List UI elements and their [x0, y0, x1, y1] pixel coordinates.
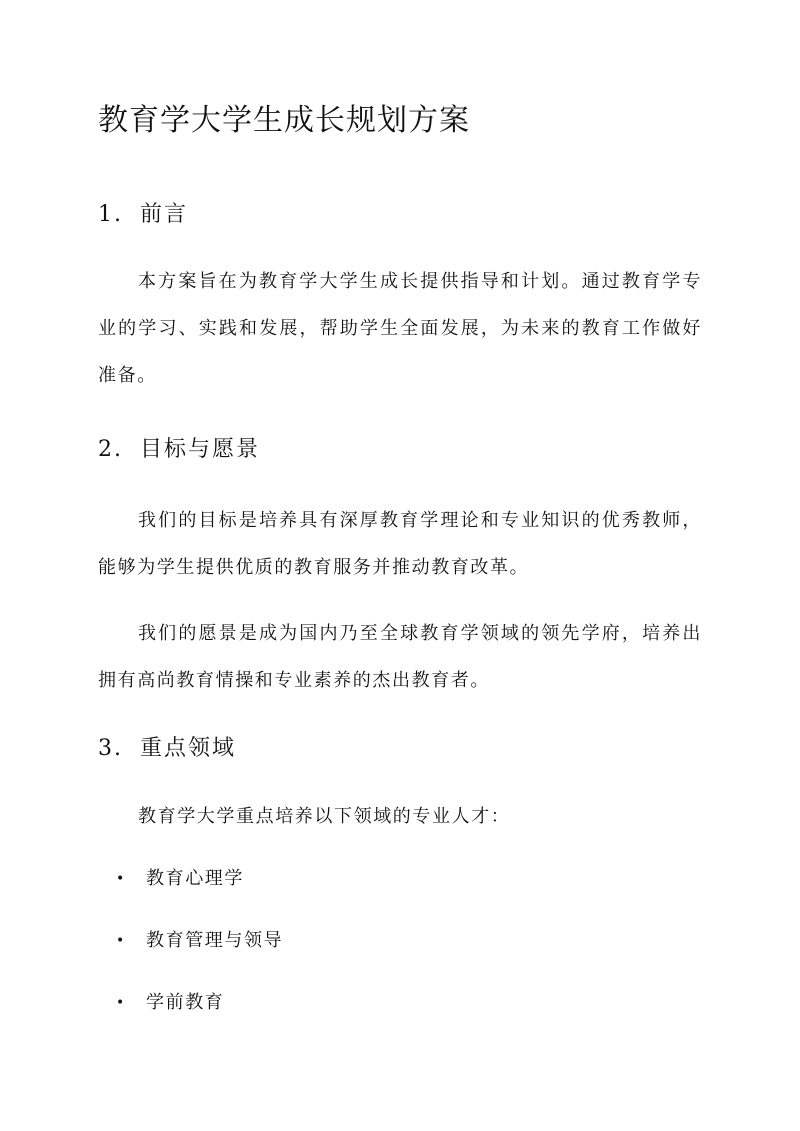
- section-heading-2: [98, 432, 260, 463]
- section-number: 1.: [98, 202, 123, 227]
- section-title: 目标与愿景: [140, 437, 261, 462]
- section-title: 重点领域: [140, 736, 237, 761]
- section-heading-3: [98, 731, 236, 762]
- section-heading-1: [98, 197, 188, 228]
- section-title: 前言: [140, 202, 189, 227]
- bullet-icon: •: [116, 933, 126, 949]
- paragraph-preface: 本方案旨在为教育学大学生成长提供指导和计划。通过教育学专业的学习、实践和发展，帮助学生全面发展，为未来的教育工作做好准备。: [98, 271, 702, 386]
- list-item: [98, 990, 283, 1052]
- list-item: [98, 928, 283, 990]
- list-item-text: 教育管理与领导: [146, 930, 284, 951]
- list-item: [98, 866, 283, 928]
- section-number: 3.: [98, 736, 123, 761]
- bullet-icon: •: [116, 995, 126, 1011]
- bullet-icon: •: [116, 871, 126, 887]
- list-item-text: 学前教育: [146, 992, 225, 1013]
- section-number: 2.: [98, 437, 123, 462]
- paragraph-focus-intro: 教育学大学重点培养以下领域的专业人才：: [138, 806, 511, 827]
- focus-area-list: [98, 866, 283, 1052]
- paragraph-vision: 我们的愿景是成为国内乃至全球教育学领域的领先学府，培养出拥有高尚教育情操和专业素养的杰出教育者。: [98, 623, 702, 691]
- document-title: 教育学大学生成长规划方案: [98, 103, 470, 138]
- list-item-text: 教育心理学: [146, 868, 244, 889]
- paragraph-goal: 我们的目标是培养具有深厚教育学理论和专业知识的优秀教师，能够为学生提供优质的教育服务并推动教育改革。: [98, 510, 702, 578]
